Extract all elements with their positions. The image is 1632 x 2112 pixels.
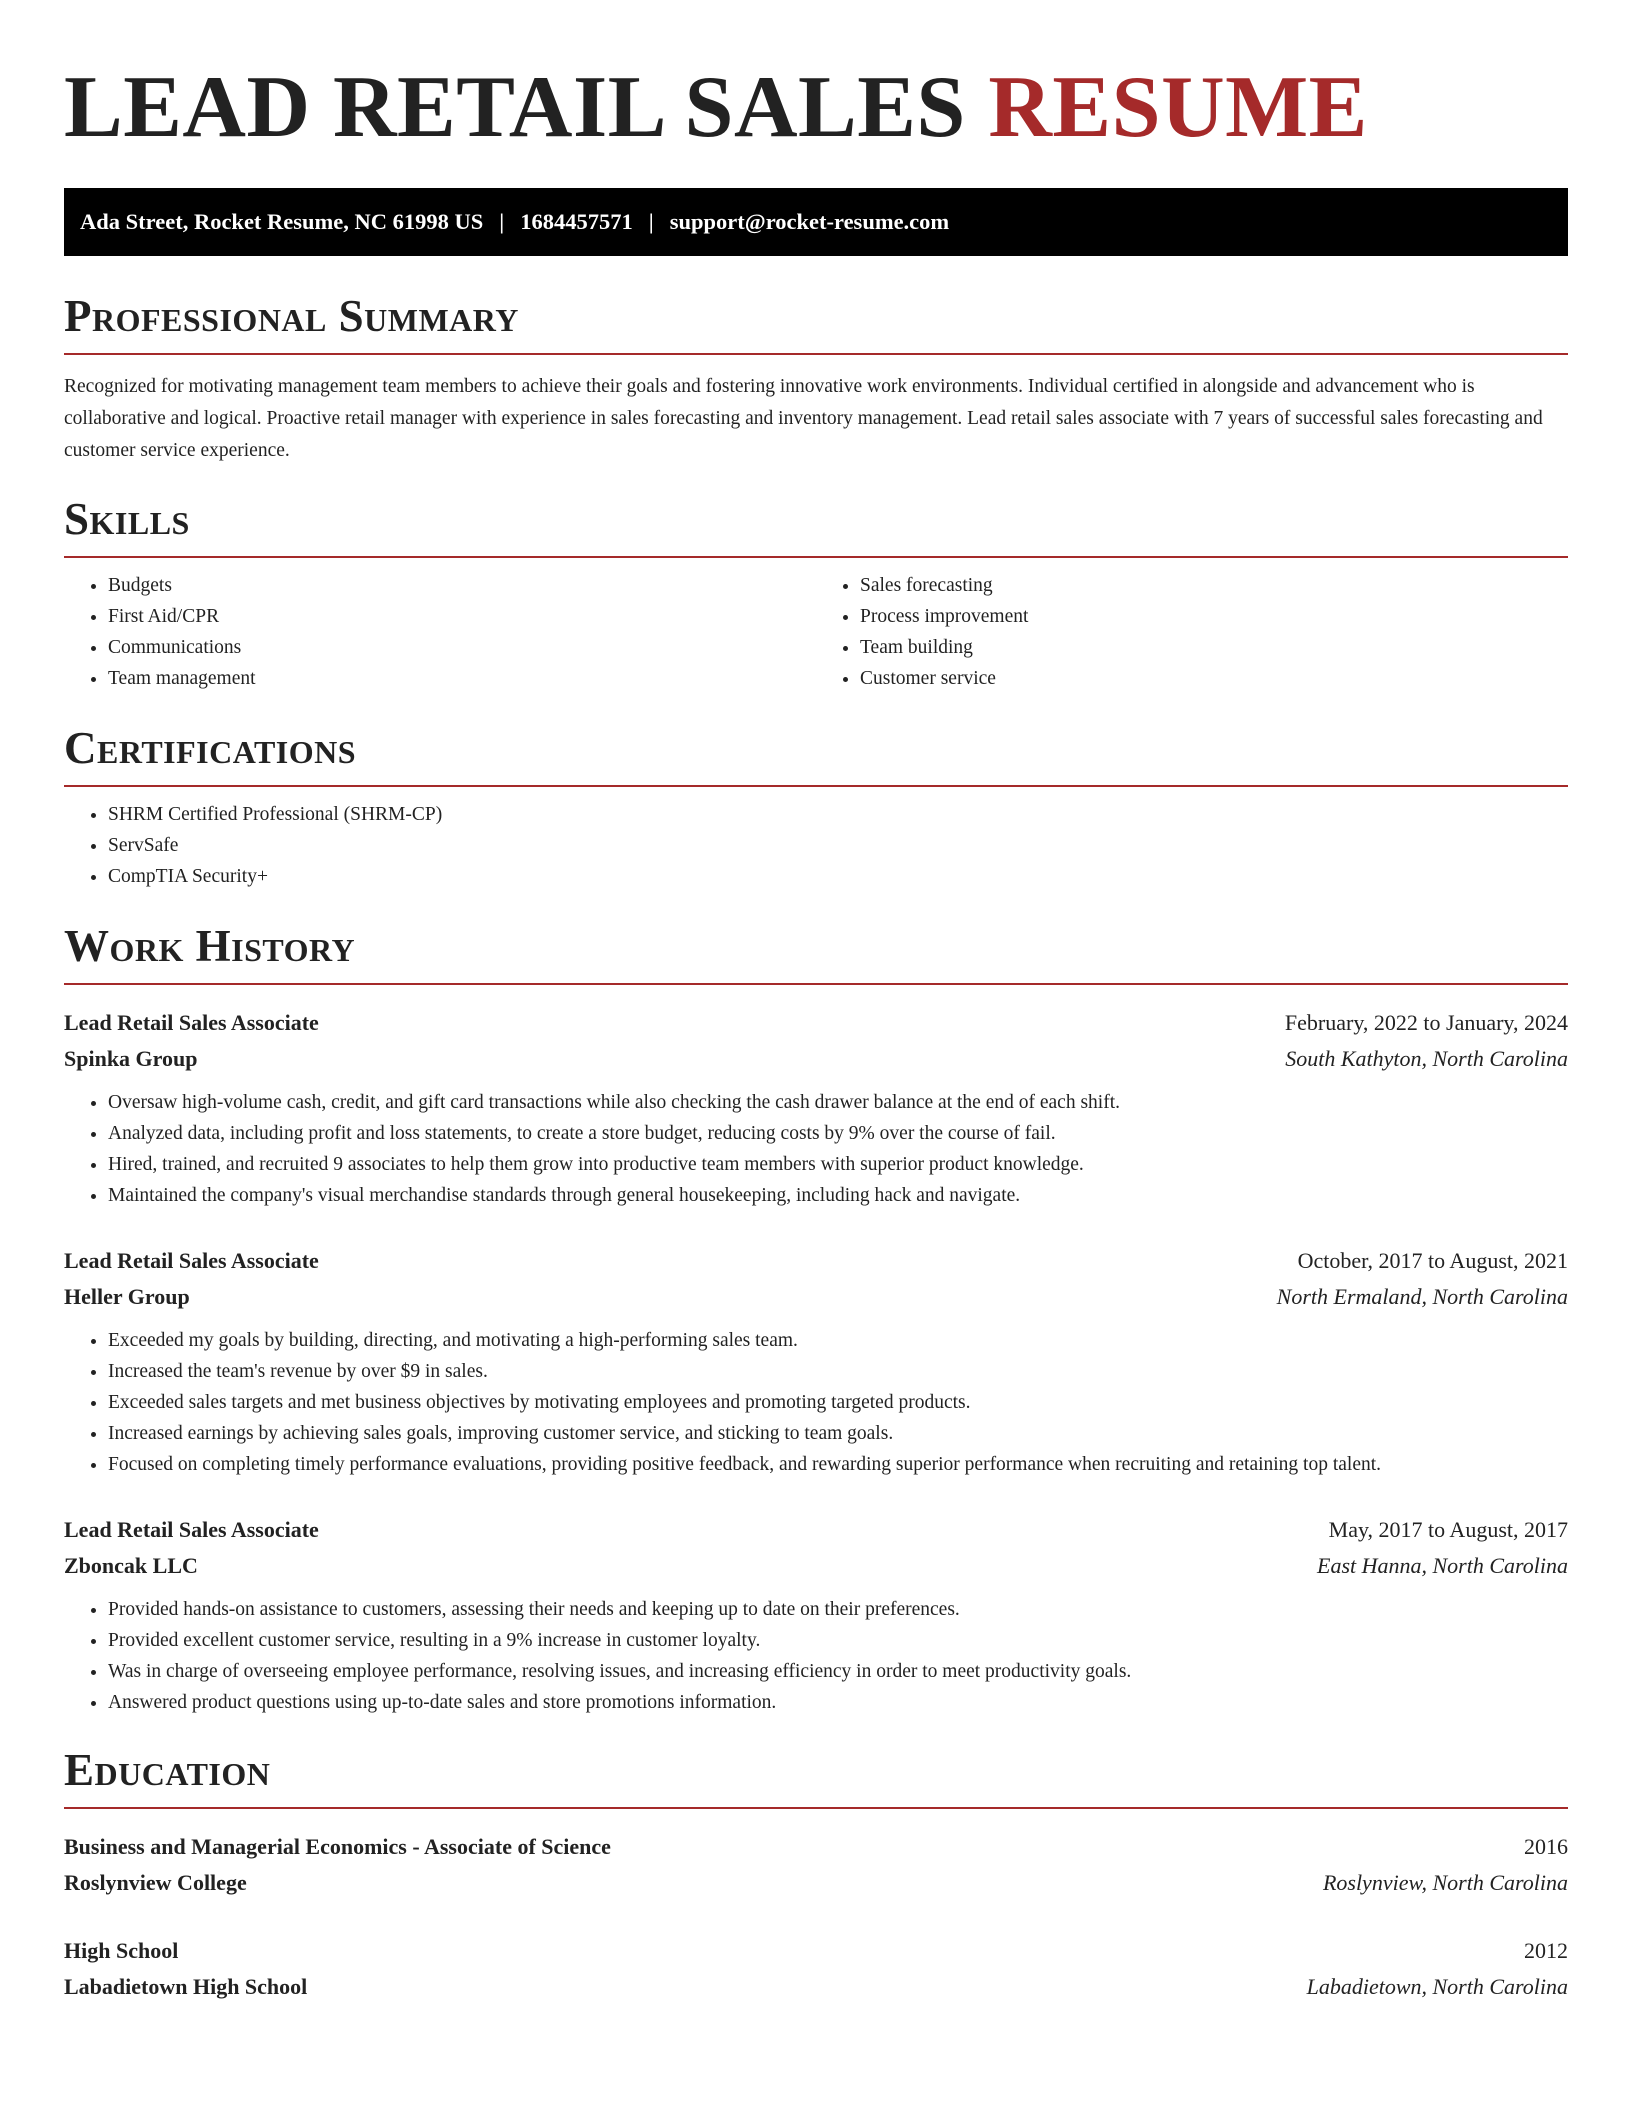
job-company-row [64, 1279, 1568, 1315]
education-degree-row [64, 1933, 1568, 1969]
education-school: Roslynview College [64, 1870, 247, 1895]
contact-separator: | [648, 209, 654, 234]
list-item: • Exceeded my goals by building, directing, and motivating a high-performing sales team. [108, 1325, 1568, 1356]
skills-grid [64, 558, 1568, 694]
job-location: East Hanna, North Carolina [1317, 1553, 1568, 1578]
job-entry [64, 1243, 1568, 1480]
list-item: • Process improvement [860, 601, 1568, 632]
job-location: South Kathyton, North Carolina [1285, 1046, 1568, 1071]
list-item: • Team management [108, 663, 816, 694]
list-item: • Team building [860, 632, 1568, 663]
job-title-row [64, 1512, 1568, 1548]
list-item: • Increased earnings by achieving sales goals, improving customer service, and sticking to team goals. [108, 1418, 1568, 1449]
job-title-row [64, 1005, 1568, 1041]
job-dates: May, 2017 to August, 2017 [1328, 1517, 1568, 1542]
skills-list-right [816, 570, 1568, 694]
job-bullets [64, 1325, 1568, 1480]
list-item: • Provided hands-on assistance to customers, assessing their needs and keeping up to date on their preferences. [108, 1594, 1568, 1625]
list-item: • Maintained the company's visual merchandise standards through general housekeeping, including hack and navigate. [108, 1180, 1568, 1211]
title-main: LEAD RETAIL SALES [64, 59, 989, 156]
list-item: • Customer service [860, 663, 1568, 694]
education-school: Labadietown High School [64, 1974, 308, 1999]
section-heading: Work History [64, 924, 1568, 985]
section-heading: Certifications [64, 726, 1568, 787]
list-item: • Communications [108, 632, 816, 663]
job-entry [64, 1005, 1568, 1211]
job-company: Heller Group [64, 1284, 190, 1309]
job-title-row [64, 1243, 1568, 1279]
list-item: • Hired, trained, and recruited 9 associates to help them grow into productive team members with superior product knowledge. [108, 1149, 1568, 1180]
job-title: Lead Retail Sales Associate [64, 1517, 319, 1542]
work-history-section [64, 921, 1568, 1718]
list-item: • Increased the team's revenue by over $9 in sales. [108, 1356, 1568, 1387]
job-title: Lead Retail Sales Associate [64, 1248, 319, 1273]
contact-bar [64, 188, 1568, 256]
list-item: • Analyzed data, including profit and loss statements, to create a store budget, reducing costs by 9% over the course of fail. [108, 1118, 1568, 1149]
contact-separator: | [499, 209, 505, 234]
education-school-row [64, 1865, 1568, 1901]
summary-text: Recognized for motivating management team members to achieve their goals and fostering innovative work environments. Individual certified in alongside and advancement who is collaborative and logical. Proactive retail manager with experience in sales forecasting and inventory management. Lead retail sales associate with 7 years of successful sales forecasting and customer service experience. [64, 376, 1543, 461]
job-title: Lead Retail Sales Associate [64, 1010, 319, 1035]
education-entry [64, 1829, 1568, 1901]
education-year: 2012 [1524, 1938, 1568, 1963]
education-location: Labadietown, North Carolina [1306, 1974, 1568, 1999]
certifications-list [64, 799, 1568, 892]
job-company: Zboncak LLC [64, 1553, 198, 1578]
contact-email: support@rocket-resume.com [669, 209, 950, 234]
list-item: • ServSafe [108, 830, 1568, 861]
section-heading: Education [64, 1748, 1568, 1809]
list-item: • Budgets [108, 570, 816, 601]
education-degree-row [64, 1829, 1568, 1865]
list-item: • Exceeded sales targets and met business objectives by motivating employees and promoting targeted products. [108, 1387, 1568, 1418]
job-company-row [64, 1041, 1568, 1077]
job-dates: February, 2022 to January, 2024 [1284, 1010, 1568, 1035]
education-location: Roslynview, North Carolina [1322, 1870, 1568, 1895]
skills-list-left [64, 570, 816, 694]
education-degree: High School [64, 1938, 179, 1963]
job-dates: October, 2017 to August, 2021 [1297, 1248, 1568, 1273]
list-item: • SHRM Certified Professional (SHRM-CP) [108, 799, 1568, 830]
job-bullets [64, 1594, 1568, 1718]
list-item: • First Aid/CPR [108, 601, 816, 632]
skills-section [64, 494, 1568, 694]
resume-title [64, 59, 1568, 156]
contact-address: Ada Street, Rocket Resume, NC 61998 US [80, 209, 484, 234]
education-entry [64, 1933, 1568, 2005]
section-heading: Professional Summary [64, 294, 1568, 355]
job-company-row [64, 1548, 1568, 1584]
job-bullets [64, 1087, 1568, 1211]
education-year: 2016 [1524, 1834, 1568, 1859]
job-company: Spinka Group [64, 1046, 198, 1071]
certifications-section [64, 723, 1568, 892]
contact-phone: 1684457571 [520, 209, 633, 234]
section-heading: Skills [64, 497, 1568, 558]
education-school-row [64, 1969, 1568, 2005]
education-section [64, 1745, 1568, 2005]
list-item: • Provided excellent customer service, resulting in a 9% increase in customer loyalty. [108, 1625, 1568, 1656]
job-location: North Ermaland, North Carolina [1276, 1284, 1568, 1309]
list-item: • Was in charge of overseeing employee performance, resolving issues, and increasing efficiency in order to meet productivity goals. [108, 1656, 1568, 1687]
list-item: • Sales forecasting [860, 570, 1568, 601]
title-accent: RESUME [988, 59, 1368, 156]
list-item: • CompTIA Security+ [108, 861, 1568, 892]
list-item: • Answered product questions using up-to-date sales and store promotions information. [108, 1687, 1568, 1718]
list-item: • Oversaw high-volume cash, credit, and gift card transactions while also checking the cash drawer balance at the end of each shift. [108, 1087, 1568, 1118]
summary-section [64, 291, 1568, 467]
education-degree: Business and Managerial Economics - Associate of Science [64, 1834, 611, 1859]
job-entry [64, 1512, 1568, 1718]
list-item: • Focused on completing timely performance evaluations, providing positive feedback, and rewarding superior performance when recruiting and retaining top talent. [108, 1449, 1568, 1480]
